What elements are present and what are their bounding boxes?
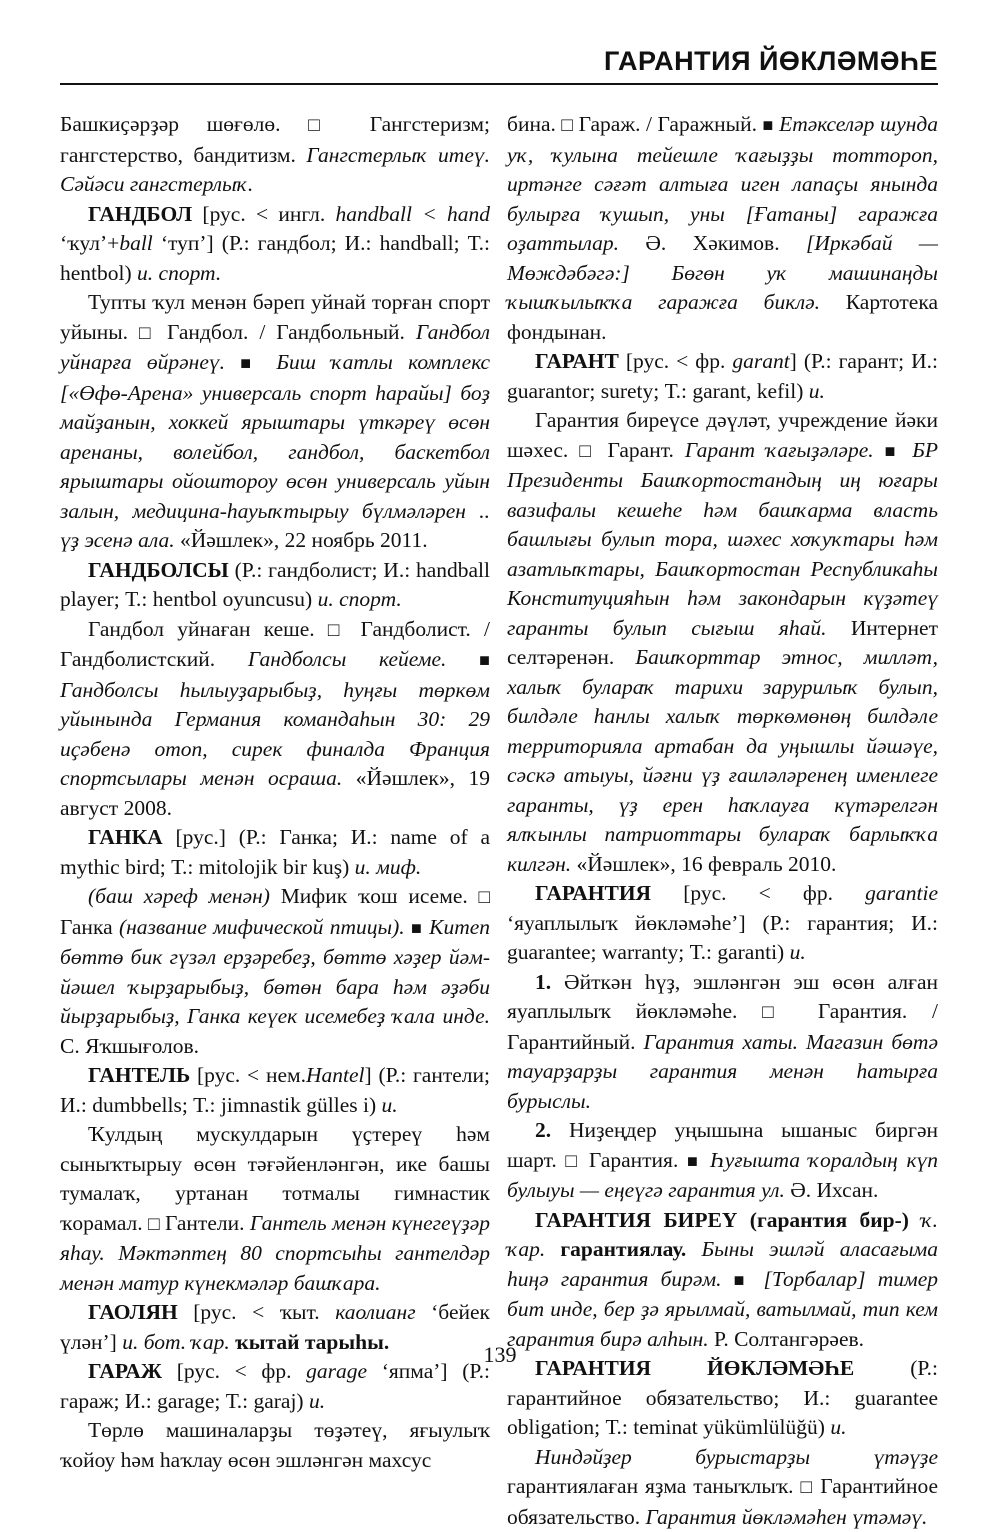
headword: ГАРАНТИЯ ЙӨКЛӘМӘҺЕ	[535, 1356, 854, 1380]
entry-garantiya-sense-1: 1. Әйткән һүҙ, эшләнгән эш өсөн алған яуаплылыҡ йөкләмәһе. □ Гарантия. / Гарантийный. Гарантия хаты. Магазин бөтә тауарҙарҙы гарантия менән һатырға бурыслы.	[507, 968, 938, 1117]
entry-garazh-def: Төрлө машиналарҙы төҙәтеү, яғыулыҡ ҡойоу һәм һаҡлау өсөн эшләнгән махсус	[60, 1416, 490, 1475]
bullet-icon: ■	[687, 1151, 701, 1171]
entry-garantiya: ГАРАНТИЯ [рус. < фр. garantie ‘яуаплылыҡ йөкләмәһе’] (Р.: гарантия; И.: guarantee; warranty; Т.: garanti) и.	[507, 879, 938, 968]
entry-garant-def: Гарантия биреүсе дәүләт, учреждение йәки шәхес. □ Гарант. Гарант ҡағыҙәләре. ■ БР Президенты Башҡортостандың иң юғары вазифалы кешеһе һәм башҡарма власть башлығы булып тора, шәхес хоҡуҡтары һәм азатлыҡтары, Башҡортостан Республикаһы Конституцияһын һәм закондарын күҙәтеү гаранты булып сығыш яһай. Интернет селтәренән. Башҡорттар этнос, милләт, халыҡ булараҡ тарихи зарурилыҡ булып, билдәле һанлы халыҡ төркөмөнөң билдәле территорияла артабан да уңышлы йәшәүе, сәскә атыуы, йәғни үҙ ғаиләләренең именлеге гаранты, үҙ ерен һаҡлауға күтәрелгән ялҡынлы патриоттары булараҡ барлыҡҡа килгән. «Йәшлек», 16 февраль 2010.	[507, 406, 938, 879]
entry-garantiya-yoklamahe: ГАРАНТИЯ ЙӨКЛӘМӘҺЕ (Р.: гарантийное обязательство; И.: guarantee obligation; Т.: teminat yükümlülüğü) и.	[507, 1354, 938, 1443]
headword: ГАНДБОЛ	[88, 202, 192, 226]
square-icon: □	[308, 115, 342, 136]
square-icon: □	[328, 620, 347, 641]
square-icon: □	[139, 323, 156, 344]
entry-gandbolsy: ГАНДБОЛСЫ (Р.: гандболист; И.: handball player; Т.: hentbol oyuncusu) и. спорт.	[60, 556, 490, 615]
square-icon: □	[479, 887, 490, 908]
headword: ГАРАНТИЯ БИРЕҮ	[535, 1208, 737, 1232]
bullet-icon: ■	[479, 650, 490, 670]
right-column	[507, 110, 938, 1532]
headword: ГАРАНТИЯ	[535, 881, 651, 905]
entry-gandbol: ГАНДБОЛ [рус. < ингл. handball < hand ‘ҡул’+ball ‘туп’] (Р.: гандбол; И.: handball; Т.: hentbol) и. спорт.	[60, 200, 490, 289]
square-icon: □	[565, 1151, 580, 1172]
square-icon: □	[561, 115, 573, 136]
bullet-icon: ■	[734, 1270, 752, 1290]
headword: ГАНДБОЛСЫ	[88, 558, 229, 582]
bullet-icon: ■	[763, 115, 774, 135]
bullet-icon: ■	[240, 353, 261, 373]
square-icon: □	[762, 1002, 793, 1023]
entry-gandbolsy-def: Гандбол уйнаған кеше. □ Гандболист. / Гандболистский. Гандболсы кейеме. ■ Гандболсы һылыуҙарыбыҙ, һуңғы төркөм уйынында Германия командаһын 30: 29 иҫәбенә отоп, сирек финалда Франция спортсылары менән осраша. «Йәшлек», 19 август 2008.	[60, 615, 490, 824]
entry-garant: ГАРАНТ [рус. < фр. garant] (Р.: гарант; И.: guarantor; surety; Т.: garant, kefil) и.	[507, 347, 938, 406]
entry-gandbol-def: Тупты ҡул менән бәреп уйнай торған спорт уйыны. □ Гандбол. / Гандбольный. Гандбол уйнарға өйрәнеү. ■ Биш ҡатлы комплекс [«Өфө-Арена» универсаль спорт һарайы] боҙ майҙанын, хоккей ярыштары үткәреү өсөн аренаны, волейбол, гандбол, баскетбол ярыштары ойоштороу өсөн универсаль уйын залын, медицина-һауыҡтырыу бүлмәләрен .. үҙ эсенә ала. «Йәшлек», 22 ноябрь 2011.	[60, 288, 490, 556]
entry-garazh-continuation: бина. □ Гараж. / Гаражный. ■ Етәкселәр шунда уҡ, ҡулына тейешле ҡағыҙҙы тоттороп, иртәнге сәғәт алтыға иген лапаҫы янында булырға ҡушып, уны [Ғатаны] гаражға оҙаттылар. Ә. Хәкимов. [Иркәбай — Мөждәбәгә:] Бөгөн уҡ машинаңды ҡышҡылыҡҡа гаражға биклә. Картотека фондынан.	[507, 110, 938, 347]
headword: ГАНКА	[88, 825, 163, 849]
bullet-icon: ■	[411, 918, 423, 938]
square-icon: □	[579, 441, 596, 462]
entry-continuation: Башкиҫәрҙәр шөғөлө. □ Гангстеризм; гангстерство, бандитизм. Гангстерлыҡ итеү. Сәйәси гангстерлыҡ.	[60, 110, 490, 200]
headword: ГАОЛЯН	[88, 1300, 178, 1324]
headword: ГАНТЕЛЬ	[88, 1063, 190, 1087]
square-icon: □	[800, 1477, 813, 1498]
square-icon: □	[148, 1214, 160, 1235]
entry-ganka: ГАНКА [рус.] (Р.: Ганка; И.: name of a mythic bird; Т.: mitolojik bir kuş) и. миф.	[60, 823, 490, 882]
entry-garantiya-sense-2: 2. Ниҙеңдер уңышына ышаныс биргән шарт. □ Гарантия. ■ Һуғышта ҡоралдың күп булыуы — еңеүгә гарантия ул. Ә. Ихсан.	[507, 1116, 938, 1206]
entry-garantiya-yoklamahe-def: Ниндәйҙер бурыстарҙы үтәүҙе гарантиялаған яҙма таныҡлыҡ. □ Гарантийное обязательство. Гарантия йөкләмәһен үтәмәү.	[507, 1443, 938, 1532]
left-column	[60, 110, 490, 1475]
bullet-icon: ■	[885, 441, 902, 461]
entry-garazh: ГАРАЖ [рус. < фр. garage ‘япма’] (Р.: гараж; И.: garage; Т.: garaj) и.	[60, 1357, 490, 1416]
entry-gantel-def: Ҡулдың мускулдарын үҫтереү һәм сыныҡтырыу өсөн тәғәйенләнгән, ике башы тумалаҡ, уртанан тотмалы гимнастик ҡорамал. □ Гантели. Гантель менән күнегеүҙәр яһау. Мәктәптең 80 спортсыһы гантелдәр менән матур күнекмәләр башҡара.	[60, 1120, 490, 1298]
headword: ГАРАНТ	[535, 349, 619, 373]
headword: ГАРАЖ	[88, 1359, 162, 1383]
page-number: 139	[0, 1342, 1000, 1368]
entry-golyan: ГАОЛЯН [рус. < ҡыт. каолианг ‘бейек үлән’] и. бот. ҡар. ҡытай тарыһы.	[60, 1298, 490, 1357]
entry-garantiya-biriu: ГАРАНТИЯ БИРЕҮ (гарантия бир-) ҡ. ҡар. гарантиялау. Быны эшләй аласағыма һиңә гарантия бирәм. ■ [Торбалар] тимер бит инде, бер ҙә ярылмай, ватылмай, тип кем гарантия бирә алһын. Р. Солтангәрәев.	[507, 1206, 938, 1355]
entry-ganka-def: (баш хәреф менән) Мифик ҡош исеме. □ Ганка (название мифической птицы). ■ Китеп бөттө бик гүзәл ерҙәребеҙ, бөттө хәҙер йәм-йәшел ҡырҙарыбыҙ, бөтөн бара һәм әҙәби йырҙарыбыҙ, Ганка кеүек исемебеҙ ҡала инде. С. Яҡшығолов.	[60, 882, 490, 1061]
entry-gantel: ГАНТЕЛЬ [рус. < нем.Hantel] (Р.: гантели; И.: dumbbells; Т.: jimnastik gülles i) и.	[60, 1061, 490, 1120]
running-title: ГАРАНТИЯ ЙӨКЛӘМӘҺЕ	[60, 46, 938, 85]
